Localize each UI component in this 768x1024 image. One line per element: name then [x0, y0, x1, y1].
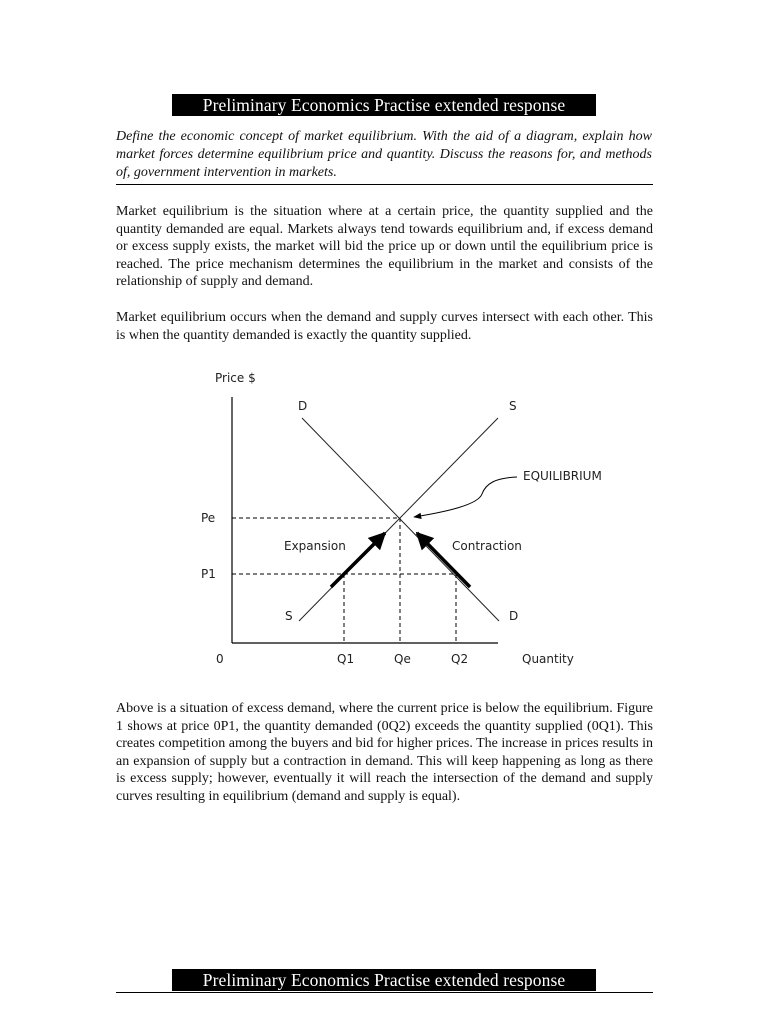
q2-label: Q2: [451, 652, 469, 666]
footer-divider: [116, 992, 653, 993]
header-title: Preliminary Economics Practise extended response: [172, 94, 596, 116]
paragraph-intersection: Market equilibrium occurs when the demand and supply curves intersect with each other. This is when the quantity demanded is exactly the quantity supplied.: [116, 310, 653, 343]
expansion-label: Expansion: [284, 539, 346, 553]
demand-top-label: D: [298, 399, 308, 413]
paragraph-excess-demand: Above is a situation of excess demand, where the current price is below the equilibrium. Figure 1 shows at price 0P1, the quantity demanded (0Q2) exceeds the quantity supplied (0Q1). This creates competition among the buyers and bid for higher prices. The increase in prices results in an expansion of supply but a contraction in demand. This will keep happening as long as there is excess supply; however, eventually it will reach the intersection of the demand and supply curves resulting in equilibrium (demand and supply is equal).: [116, 701, 654, 804]
supply-top-label: S: [509, 399, 517, 413]
contraction-label: Contraction: [452, 539, 522, 553]
pe-label: Pe: [201, 511, 216, 525]
question-prompt: Define the economic concept of market equilibrium. With the aid of a diagram, explain how market forces determine equilibrium price and quantity. Discuss the reasons for, and methods of, government intervention in markets.: [116, 129, 652, 180]
equilibrium-label: EQUILIBRIUM: [523, 469, 602, 483]
footer-title: Preliminary Economics Practise extended response: [172, 969, 596, 991]
p1-label: P1: [201, 567, 216, 581]
supply-bottom-label: S: [285, 609, 293, 623]
equilibrium-pointer: [414, 477, 517, 517]
supply-curve: [299, 418, 498, 621]
y-axis-label: Price $: [215, 371, 256, 385]
x-axis-label: Quantity: [522, 652, 574, 666]
paragraph-definition: Market equilibrium is the situation where at a certain price, the quantity supplied and the quantity demanded are equal. Markets always tend towards equilibrium and, if excess demand or excess supply exists, the market will bid the price up or down until the equilibrium price is reached. The price mechanism determines the equilibrium in the market and consists of the relationship of supply and demand.: [116, 204, 653, 289]
qe-label: Qe: [394, 652, 411, 666]
origin-label: 0: [216, 652, 224, 666]
q1-label: Q1: [337, 652, 355, 666]
demand-bottom-label: D: [509, 609, 519, 623]
